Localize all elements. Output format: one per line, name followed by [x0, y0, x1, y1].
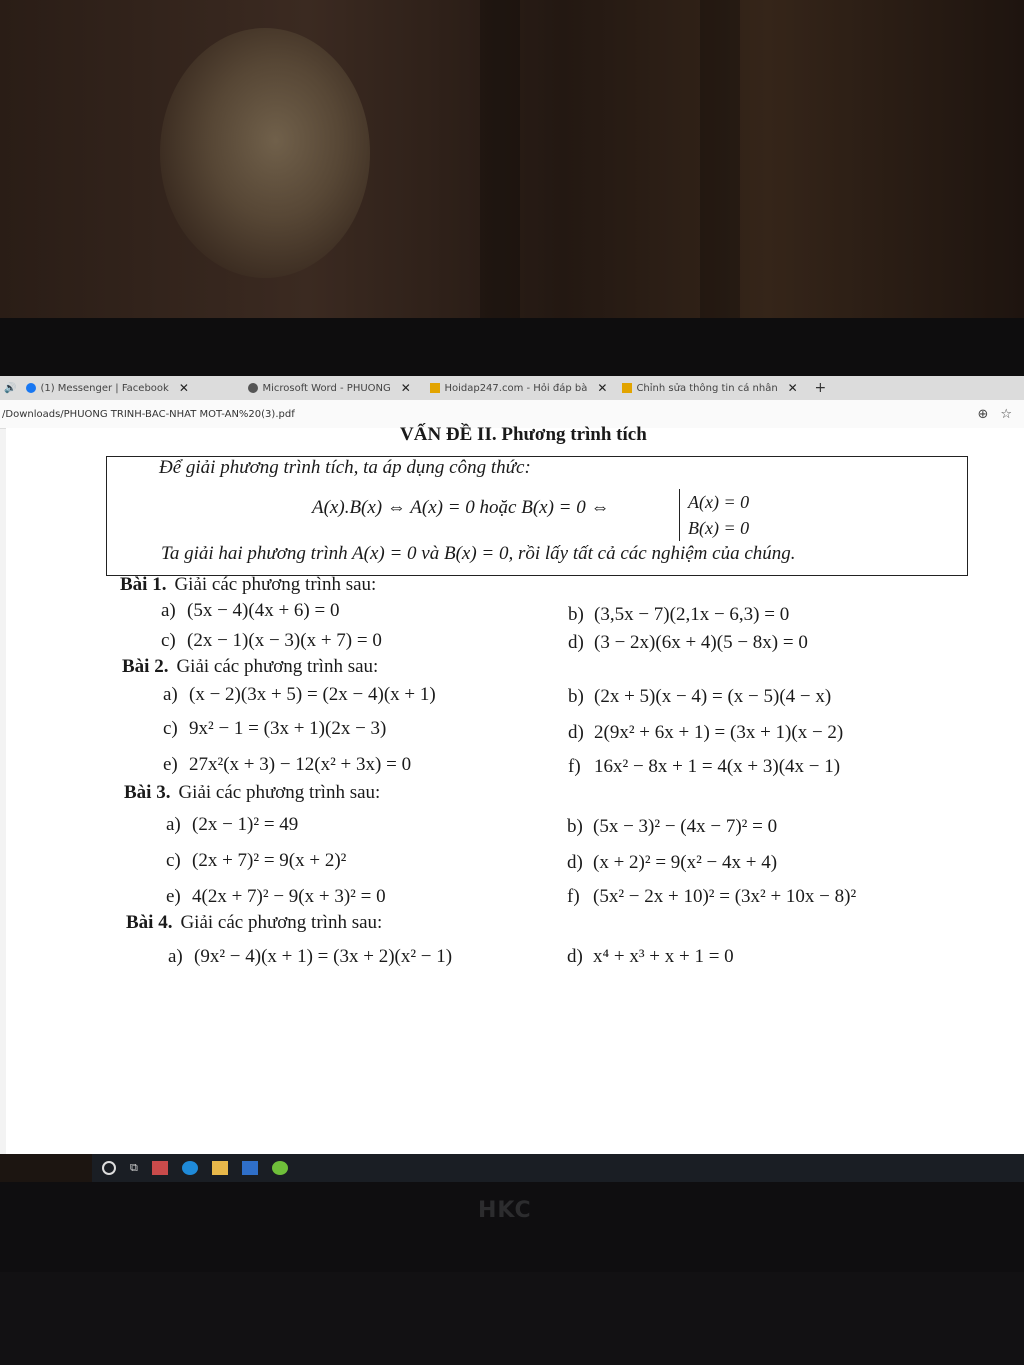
item-label: e)	[163, 754, 178, 775]
tab-label: (1) Messenger | Facebook	[40, 382, 169, 394]
item-equation: (3,5x − 7)(2,1x − 6,3) = 0	[594, 604, 790, 625]
exercise-number: Bài 4.	[126, 912, 173, 933]
item-equation: (5x − 4)(4x + 6) = 0	[187, 600, 340, 621]
monitor-brand-logo: HKC	[478, 1198, 532, 1223]
tab-profile[interactable]	[616, 376, 808, 400]
tab-hoidap[interactable]	[424, 376, 616, 400]
task-view-icon[interactable]: ⧉	[130, 1161, 138, 1174]
item-label: d)	[568, 632, 584, 653]
chrome-icon[interactable]	[272, 1161, 288, 1175]
url-text[interactable]: /Downloads/PHUONG TRINH-BAC-NHAT MOT-AN%20(3).pdf	[2, 408, 295, 420]
item-label: b)	[568, 604, 584, 625]
item-label: c)	[161, 630, 176, 651]
exercise-item	[161, 630, 382, 652]
exercise-title	[124, 782, 380, 804]
new-tab-button[interactable]: +	[814, 380, 827, 396]
exercise-item	[166, 886, 386, 908]
exercise-number: Bài 3.	[124, 782, 171, 803]
exercise-item	[166, 850, 346, 872]
item-equation: 27x²(x + 3) − 12(x² + 3x) = 0	[189, 754, 412, 775]
pdf-page	[6, 424, 1024, 1154]
exercise-item	[568, 632, 808, 654]
exercise-item	[568, 604, 789, 626]
item-equation: (5x² − 2x + 10)² = (3x² + 10x − 8)²	[593, 886, 857, 907]
desk-surface	[0, 1272, 1024, 1365]
exercise-item	[568, 686, 831, 708]
monitor-bezel-bottom	[0, 1182, 1024, 1272]
facebook-icon	[26, 383, 36, 393]
exercise-prompt: Giải các phương trình sau:	[180, 912, 383, 933]
item-label: c)	[166, 850, 181, 871]
exercise-item	[163, 684, 436, 706]
item-equation: (2x + 5)(x − 4) = (x − 5)(4 − x)	[594, 686, 832, 707]
close-icon[interactable]: ✕	[400, 381, 411, 395]
exercise-item	[567, 946, 734, 968]
exercise-prompt: Giải các phương trình sau:	[178, 782, 381, 803]
exercise-item	[163, 718, 386, 740]
item-label: a)	[166, 814, 181, 835]
exercise-prompt: Giải các phương trình sau:	[174, 574, 377, 595]
exercise-item	[567, 816, 777, 838]
folder-icon[interactable]	[212, 1161, 228, 1175]
item-label: e)	[166, 886, 181, 907]
exercise-item	[166, 814, 298, 836]
store-icon[interactable]	[242, 1161, 258, 1175]
item-label: b)	[567, 816, 583, 837]
system-line: B(x) = 0	[688, 518, 750, 538]
item-equation: (9x² − 4)(x + 1) = (3x + 2)(x² − 1)	[194, 946, 453, 967]
tab-label: Microsoft Word - PHUONG	[262, 382, 391, 394]
exercise-item	[568, 722, 843, 744]
section-heading: VẤN ĐỀ II. Phương trình tích	[400, 424, 647, 445]
item-equation: x⁴ + x³ + x + 1 = 0	[593, 946, 734, 967]
item-label: f)	[568, 756, 581, 777]
search-icon[interactable]	[102, 1161, 116, 1175]
zoom-icon[interactable]: ⊕	[977, 406, 989, 422]
lamp-shade	[160, 28, 370, 278]
item-label: d)	[568, 722, 584, 743]
monitor-bezel-top	[0, 318, 1024, 378]
curtain-fold	[480, 0, 520, 325]
tab-word[interactable]	[242, 376, 424, 400]
item-equation: 9x² − 1 = (3x + 1)(2x − 3)	[189, 718, 387, 739]
tab-label: Hoidap247.com - Hỏi đáp bà	[444, 382, 588, 394]
exercise-number: Bài 1.	[120, 574, 167, 595]
exercise-item	[161, 600, 339, 622]
formula-box	[106, 456, 968, 576]
item-label: d)	[567, 946, 583, 967]
box-intro: Để giải phương trình tích, ta áp dụng công thức:	[159, 457, 531, 478]
item-label: a)	[161, 600, 176, 621]
item-equation: (x + 2)² = 9(x² − 4x + 4)	[593, 852, 778, 873]
browser-tab-bar	[0, 376, 1024, 400]
close-icon[interactable]: ✕	[787, 381, 798, 395]
item-label: a)	[168, 946, 183, 967]
speaker-icon[interactable]: 🔊	[4, 382, 17, 394]
item-equation: (2x − 1)² = 49	[192, 814, 299, 835]
item-label: b)	[568, 686, 584, 707]
background-wall	[0, 0, 1024, 325]
item-label: f)	[567, 886, 580, 907]
item-equation: 4(2x + 7)² − 9(x + 3)² = 0	[192, 886, 386, 907]
exercise-prompt: Giải các phương trình sau:	[176, 656, 379, 677]
box-formula: A(x).B(x) ⇔ A(x) = 0 hoặc B(x) = 0 ⇔	[312, 497, 610, 518]
news-icon[interactable]	[152, 1161, 168, 1175]
equation-system	[679, 489, 778, 541]
close-icon[interactable]: ✕	[178, 381, 189, 395]
exercise-number: Bài 2.	[122, 656, 169, 677]
windows-taskbar	[92, 1154, 1024, 1182]
hoidap-icon	[622, 383, 632, 393]
tab-messenger[interactable]	[20, 376, 242, 400]
tab-label: Chỉnh sửa thông tin cá nhân	[636, 382, 778, 394]
item-equation: (2x + 7)² = 9(x + 2)²	[192, 850, 347, 871]
star-icon[interactable]: ☆	[1000, 406, 1012, 422]
item-equation: 2(9x² + 6x + 1) = (3x + 1)(x − 2)	[594, 722, 844, 743]
item-equation: (x − 2)(3x + 5) = (2x − 4)(x + 1)	[189, 684, 436, 705]
item-equation: 16x² − 8x + 1 = 4(x + 3)(4x − 1)	[594, 756, 841, 777]
exercise-item	[567, 886, 856, 908]
close-icon[interactable]: ✕	[597, 381, 608, 395]
exercise-title	[120, 574, 376, 596]
item-equation: (5x − 3)² − (4x − 7)² = 0	[593, 816, 778, 837]
exercise-item	[168, 946, 452, 968]
exercise-item	[567, 852, 777, 874]
exercise-title	[126, 912, 382, 934]
exercise-item	[163, 754, 411, 776]
exercise-title	[122, 656, 378, 678]
edge-icon[interactable]	[182, 1161, 198, 1175]
hoidap-icon	[430, 383, 440, 393]
system-line: A(x) = 0	[688, 492, 750, 512]
item-label: d)	[567, 852, 583, 873]
item-label: a)	[163, 684, 178, 705]
monitor-screen	[0, 376, 1024, 1154]
item-label: c)	[163, 718, 178, 739]
exercise-item	[568, 756, 840, 778]
box-conclusion: Ta giải hai phương trình A(x) = 0 và B(x) = 0, rồi lấy tất cả các nghiệm của chúng.	[161, 543, 796, 564]
curtain-fold	[700, 0, 740, 325]
item-equation: (2x − 1)(x − 3)(x + 7) = 0	[187, 630, 382, 651]
item-equation: (3 − 2x)(6x + 4)(5 − 8x) = 0	[594, 632, 808, 653]
word-icon	[248, 383, 258, 393]
